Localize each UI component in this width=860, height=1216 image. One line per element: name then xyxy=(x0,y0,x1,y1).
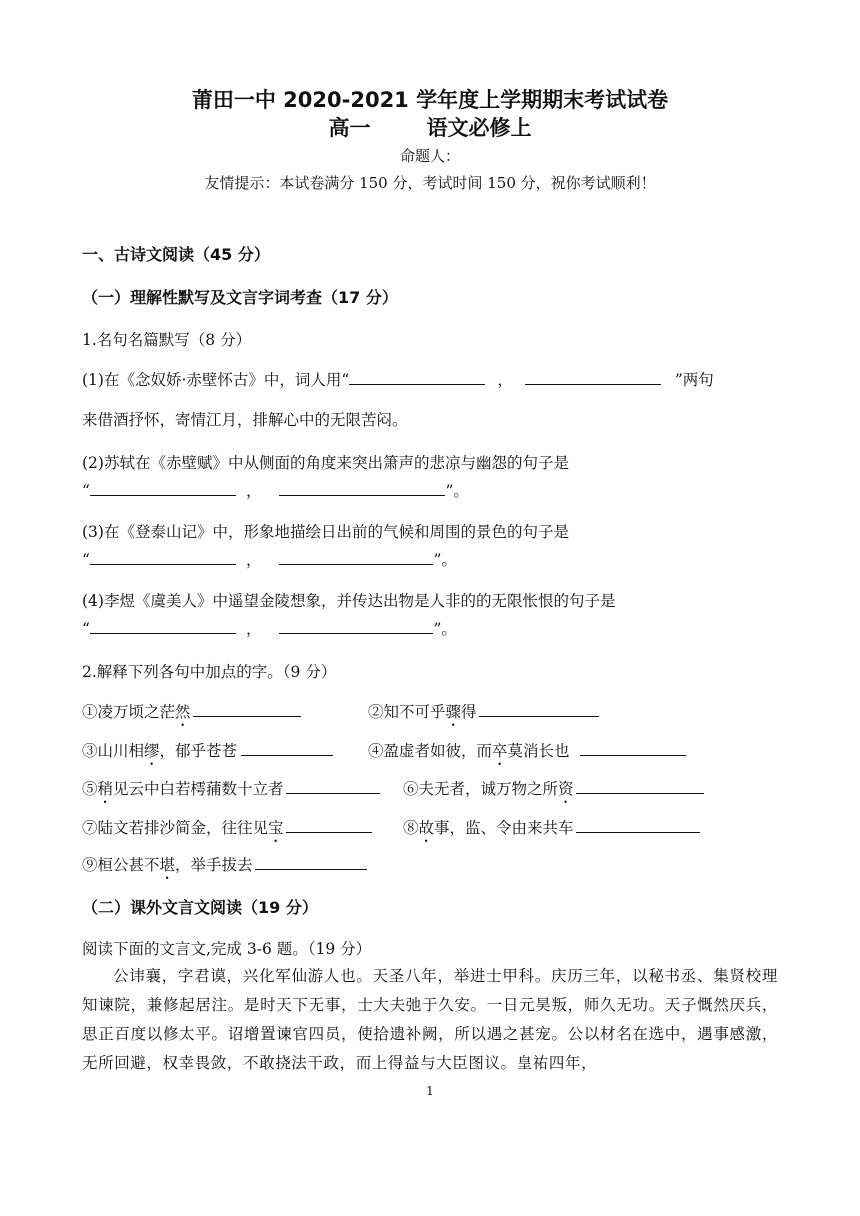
answer-blank[interactable] xyxy=(90,548,236,565)
recitation-item-2-blanks: “ ， ”。 xyxy=(82,479,469,502)
answer-blank[interactable] xyxy=(279,479,445,496)
answer-blank[interactable] xyxy=(349,368,485,385)
explain-item-4: ④盈虚者如彼，而卒莫消长也 xyxy=(368,739,686,769)
classical-passage xyxy=(82,962,778,1078)
explain-item-6: ⑥夫无者，诚万物之所资 xyxy=(403,777,704,807)
subject-label: 语文必修上 xyxy=(426,116,532,140)
section-heading: 一、古诗文阅读（45 分） xyxy=(82,245,270,264)
explain-item-3: ③山川相缪，郁乎苍苍 xyxy=(82,739,333,769)
answer-blank[interactable] xyxy=(576,816,700,833)
exam-tip: 友情提示：本试卷满分 150 分，考试时间 150 分，祝你考试顺利！ xyxy=(204,174,656,192)
recitation-item-4: (4)李煜《虞美人》中遥望金陵想象，并传达出物是人非的的无限怅恨的句子是 xyxy=(82,592,616,610)
answer-blank[interactable] xyxy=(90,617,236,634)
author-line: 命题人： xyxy=(399,147,460,165)
explain-item-2: ②知不可乎骤得 xyxy=(368,700,599,730)
grade-label: 高一 xyxy=(328,116,371,140)
answer-blank[interactable] xyxy=(576,777,704,794)
exam-title: 莆田一中 2020-2021 学年度上学期期末考试试卷 xyxy=(191,88,669,112)
recitation-item-1-cont: 来借酒抒怀，寄情江月，排解心中的无限苦闷。 xyxy=(82,411,408,429)
recitation-item-3-blanks: “ ， ”。 xyxy=(82,548,457,571)
answer-blank[interactable] xyxy=(279,548,433,565)
question-title: 2.解释下列各句中加点的字。（9 分） xyxy=(82,663,337,681)
answer-blank[interactable] xyxy=(241,739,333,756)
question-title: 1.名句名篇默写（8 分） xyxy=(82,331,252,349)
passage-text: 公讳襄，字君谟，兴化军仙游人也。天圣八年，举进士甲科。庆历三年，以秘书丞、集贤校理知谏院，兼修起居注。是时天下无事，士大夫弛于久安。一日元昊叛，师久无功。天子慨然厌兵，思正百度以修太平。诏增置谏官四员，使拾遗补阙，所以遇之甚宠。公以材名在选中，遇事感激，无所回避，权幸畏敛，不敢挠法干政，而上得益与大臣图议。皇祐四年， xyxy=(82,967,778,1072)
passage-intro: 阅读下面的文言文,完成 3-6 题。（19 分） xyxy=(82,940,372,958)
explain-item-5: ⑤稍见云中白若樗蒱数十立者 xyxy=(82,777,380,807)
answer-blank[interactable] xyxy=(580,739,686,756)
part-heading: （一）理解性默写及文言字词考查（17 分） xyxy=(82,288,398,307)
part-heading: （二）课外文言文阅读（19 分） xyxy=(82,898,318,917)
answer-blank[interactable] xyxy=(193,700,301,717)
page-number: 1 xyxy=(426,1084,434,1098)
answer-blank[interactable] xyxy=(286,777,380,794)
answer-blank[interactable] xyxy=(279,617,433,634)
answer-blank[interactable] xyxy=(479,700,599,717)
explain-item-8: ⑧故事，监、令由来共车 xyxy=(403,816,700,846)
recitation-item-1: (1)在《念奴娇·赤壁怀古》中，词人用“ ， ”两句 xyxy=(82,368,714,391)
answer-blank[interactable] xyxy=(525,368,661,385)
explain-item-7: ⑦陆文若排沙简金，往往见宝 xyxy=(82,816,372,846)
recitation-item-3: (3)在《登泰山记》中，形象地描绘日出前的气候和周围的景色的句子是 xyxy=(82,523,569,541)
answer-blank[interactable] xyxy=(286,816,372,833)
answer-blank[interactable] xyxy=(255,853,367,870)
answer-blank[interactable] xyxy=(90,479,236,496)
explain-item-9: ⑨桓公甚不堪，举手拔去 xyxy=(82,853,367,883)
exam-subtitle xyxy=(0,114,860,142)
recitation-item-2: (2)苏轼在《赤壁赋》中从侧面的角度来突出箫声的悲凉与幽怨的句子是 xyxy=(82,454,569,472)
explain-item-1: ①凌万顷之茫然 xyxy=(82,700,301,730)
recitation-item-4-blanks: “ ， ”。 xyxy=(82,617,457,640)
